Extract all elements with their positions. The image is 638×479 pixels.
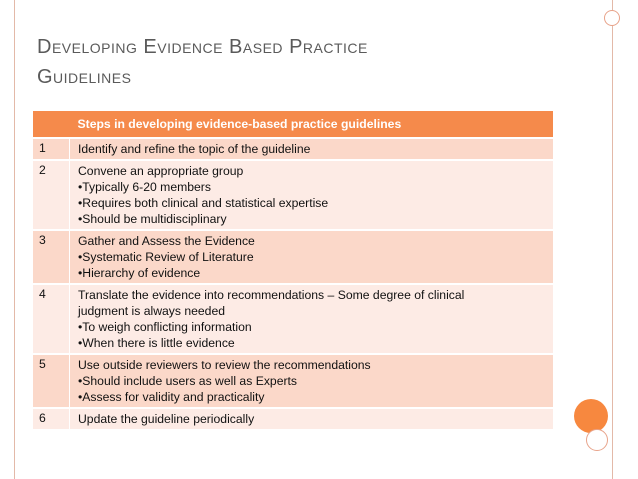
step-heading: Update the guideline periodically (78, 412, 255, 426)
step-detail: •When there is little evidence (78, 336, 235, 350)
step-description (70, 354, 554, 408)
step-number: 2 (33, 160, 70, 230)
step-description (70, 230, 554, 284)
step-detail: •Should include users as well as Experts (78, 374, 298, 388)
step-heading: Identify and refine the topic of the guideline (78, 142, 311, 156)
step-detail: •To weigh conflicting information (78, 320, 252, 334)
decorative-circle-large (574, 399, 608, 433)
step-heading: Translate the evidence into recommendations – Some degree of clinical (78, 288, 465, 302)
table-body (33, 138, 553, 429)
header-number-cell (33, 111, 70, 138)
table-row (33, 138, 553, 160)
step-detail: judgment is always needed (78, 304, 226, 318)
step-number: 1 (33, 138, 70, 160)
guidelines-table (33, 111, 553, 429)
table-row (33, 354, 553, 408)
step-description (70, 408, 554, 429)
step-number: 3 (33, 230, 70, 284)
slide-title (37, 32, 557, 92)
step-heading: Gather and Assess the Evidence (78, 234, 255, 248)
step-detail: •Typically 6-20 members (78, 180, 211, 194)
step-number: 4 (33, 284, 70, 354)
step-detail: •Hierarchy of evidence (78, 266, 201, 280)
step-heading: Use outside reviewers to review the recommendations (78, 358, 371, 372)
step-description (70, 284, 554, 354)
step-description (70, 138, 554, 160)
slide-title-line-2: Guidelines (37, 66, 132, 88)
step-heading: Convene an appropriate group (78, 164, 244, 178)
table-row (33, 230, 553, 284)
decorative-circle-outline (586, 429, 608, 451)
step-number: 5 (33, 354, 70, 408)
step-detail: •Requires both clinical and statistical expertise (78, 196, 329, 210)
step-detail: •Assess for validity and practicality (78, 390, 265, 404)
decorative-circle-small (604, 10, 620, 26)
table-row (33, 408, 553, 429)
step-detail: •Should be multidisciplinary (78, 212, 227, 226)
header-steps-cell: Steps in developing evidence-based practice guidelines (70, 111, 554, 138)
step-detail: •Systematic Review of Literature (78, 250, 254, 264)
step-description (70, 160, 554, 230)
table-row (33, 160, 553, 230)
slide-title-line-1: Developing Evidence Based Practice (37, 36, 368, 58)
table-row (33, 284, 553, 354)
step-number: 6 (33, 408, 70, 429)
